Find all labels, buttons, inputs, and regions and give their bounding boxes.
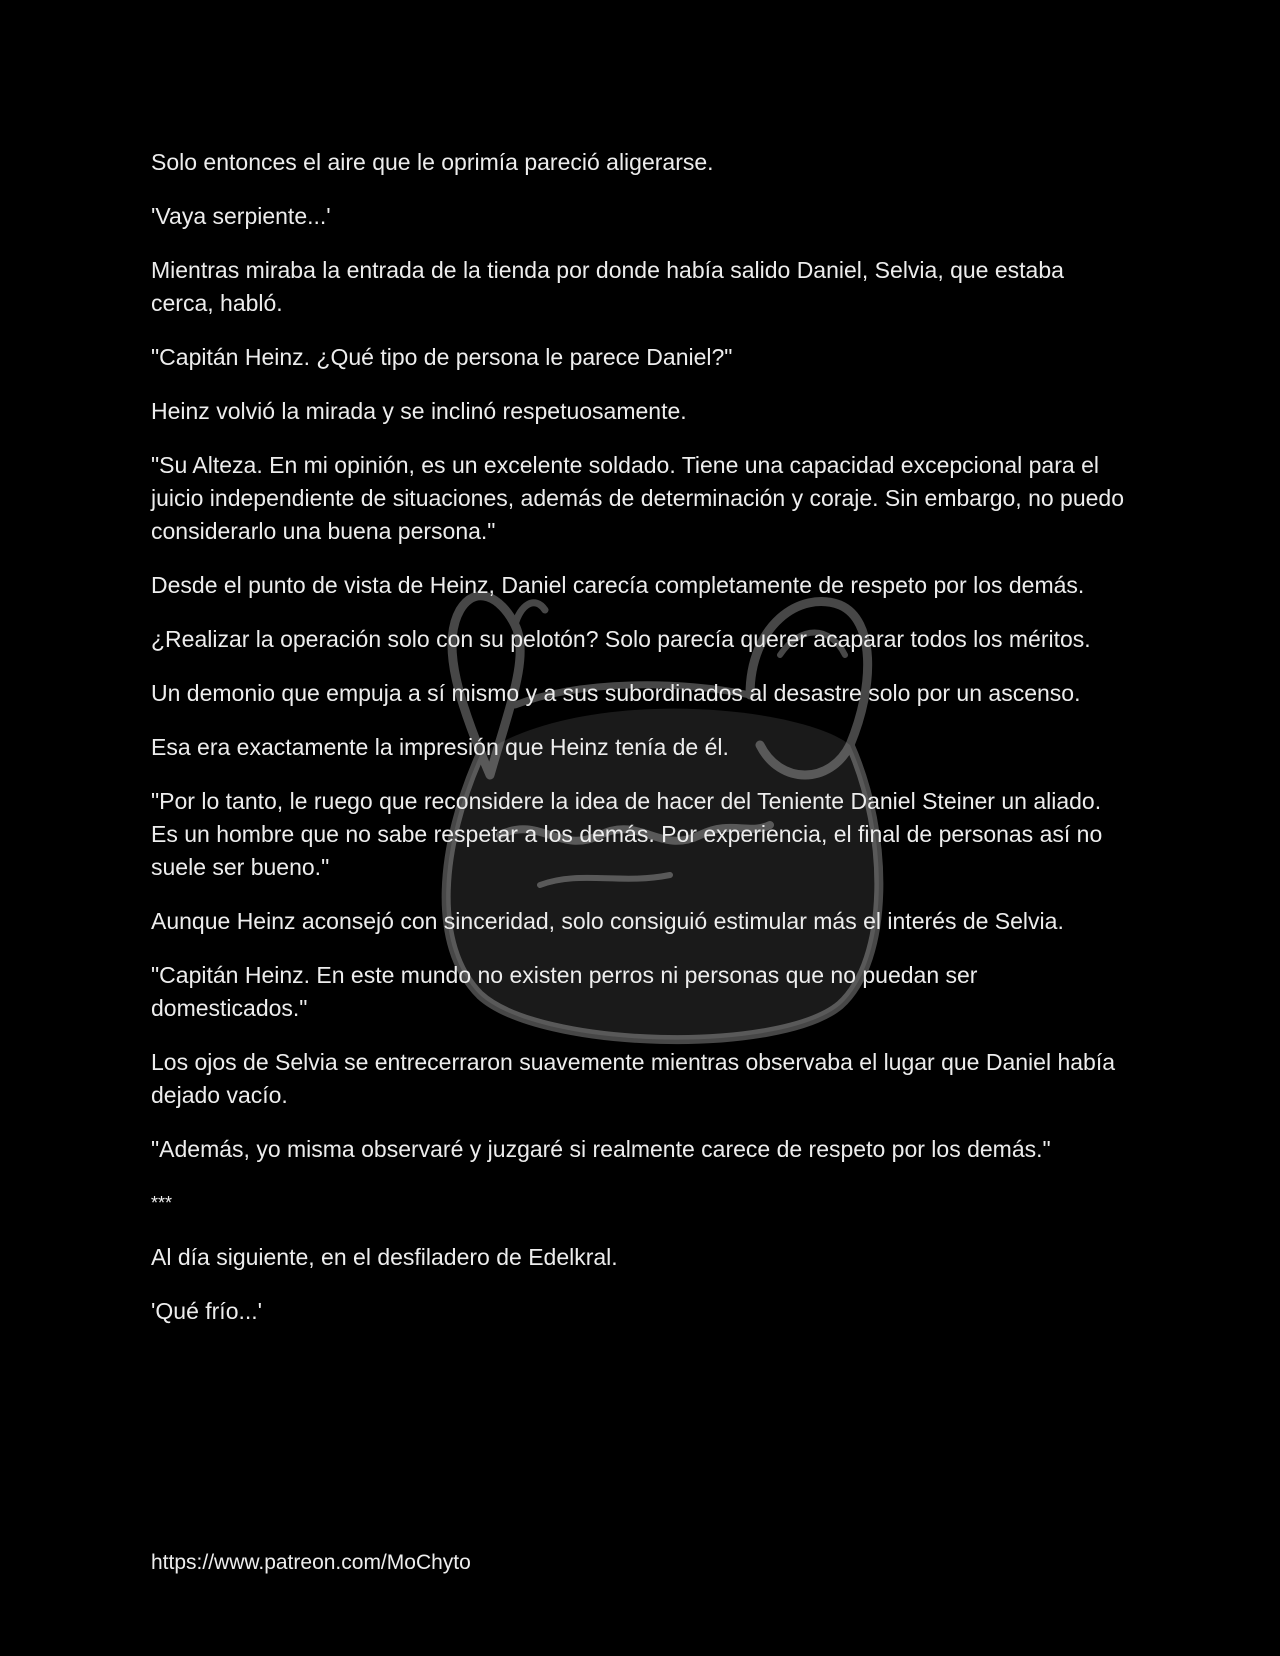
scene-separator: *** [151,1193,173,1213]
paragraph: "Su Alteza. En mi opinión, es un excelente soldado. Tiene una capacidad excepcional para el juicio independiente de situaciones, además de determinación y coraje. Sin embargo, no puedo considerarlo una buena persona." [151,452,1125,544]
paragraph: Desde el punto de vista de Heinz, Daniel carecía completamente de respeto por los demás. [151,572,1085,598]
chapter-text [151,146,1131,1349]
paragraph: Un demonio que empuja a sí mismo y a sus subordinados al desastre solo por un ascenso. [151,680,1081,706]
paragraph: "Capitán Heinz. ¿Qué tipo de persona le parece Daniel?" [151,344,733,370]
paragraph: "Por lo tanto, le ruego que reconsidere la idea de hacer del Teniente Daniel Steiner un aliado. Es un hombre que no sabe respetar a los demás. Por experiencia, el final de personas así no suele ser bueno." [151,788,1103,880]
patreon-link[interactable]: https://www.patreon.com/MoChyto [151,1551,471,1574]
paragraph: Heinz volvió la mirada y se inclinó respetuosamente. [151,398,687,424]
paragraph: Al día siguiente, en el desfiladero de Edelkral. [151,1244,618,1270]
paragraph: ¿Realizar la operación solo con su pelotón? Solo parecía querer acaparar todos los méritos. [151,626,1091,652]
paragraph: "Además, yo misma observaré y juzgaré si realmente carece de respeto por los demás." [151,1136,1051,1162]
paragraph: Los ojos de Selvia se entrecerraron suavemente mientras observaba el lugar que Daniel había dejado vacío. [151,1049,1116,1108]
paragraph: 'Vaya serpiente...' [151,203,331,229]
paragraph: Esa era exactamente la impresión que Heinz tenía de él. [151,734,729,760]
paragraph: "Capitán Heinz. En este mundo no existen perros ni personas que no puedan ser domesticados." [151,962,978,1021]
paragraph: Solo entonces el aire que le oprimía pareció aligerarse. [151,149,714,175]
paragraph: 'Qué frío...' [151,1298,263,1324]
paragraph: Mientras miraba la entrada de la tienda por donde había salido Daniel, Selvia, que estaba cerca, habló. [151,257,1064,316]
paragraph: Aunque Heinz aconsejó con sinceridad, solo consiguió estimular más el interés de Selvia. [151,908,1064,934]
